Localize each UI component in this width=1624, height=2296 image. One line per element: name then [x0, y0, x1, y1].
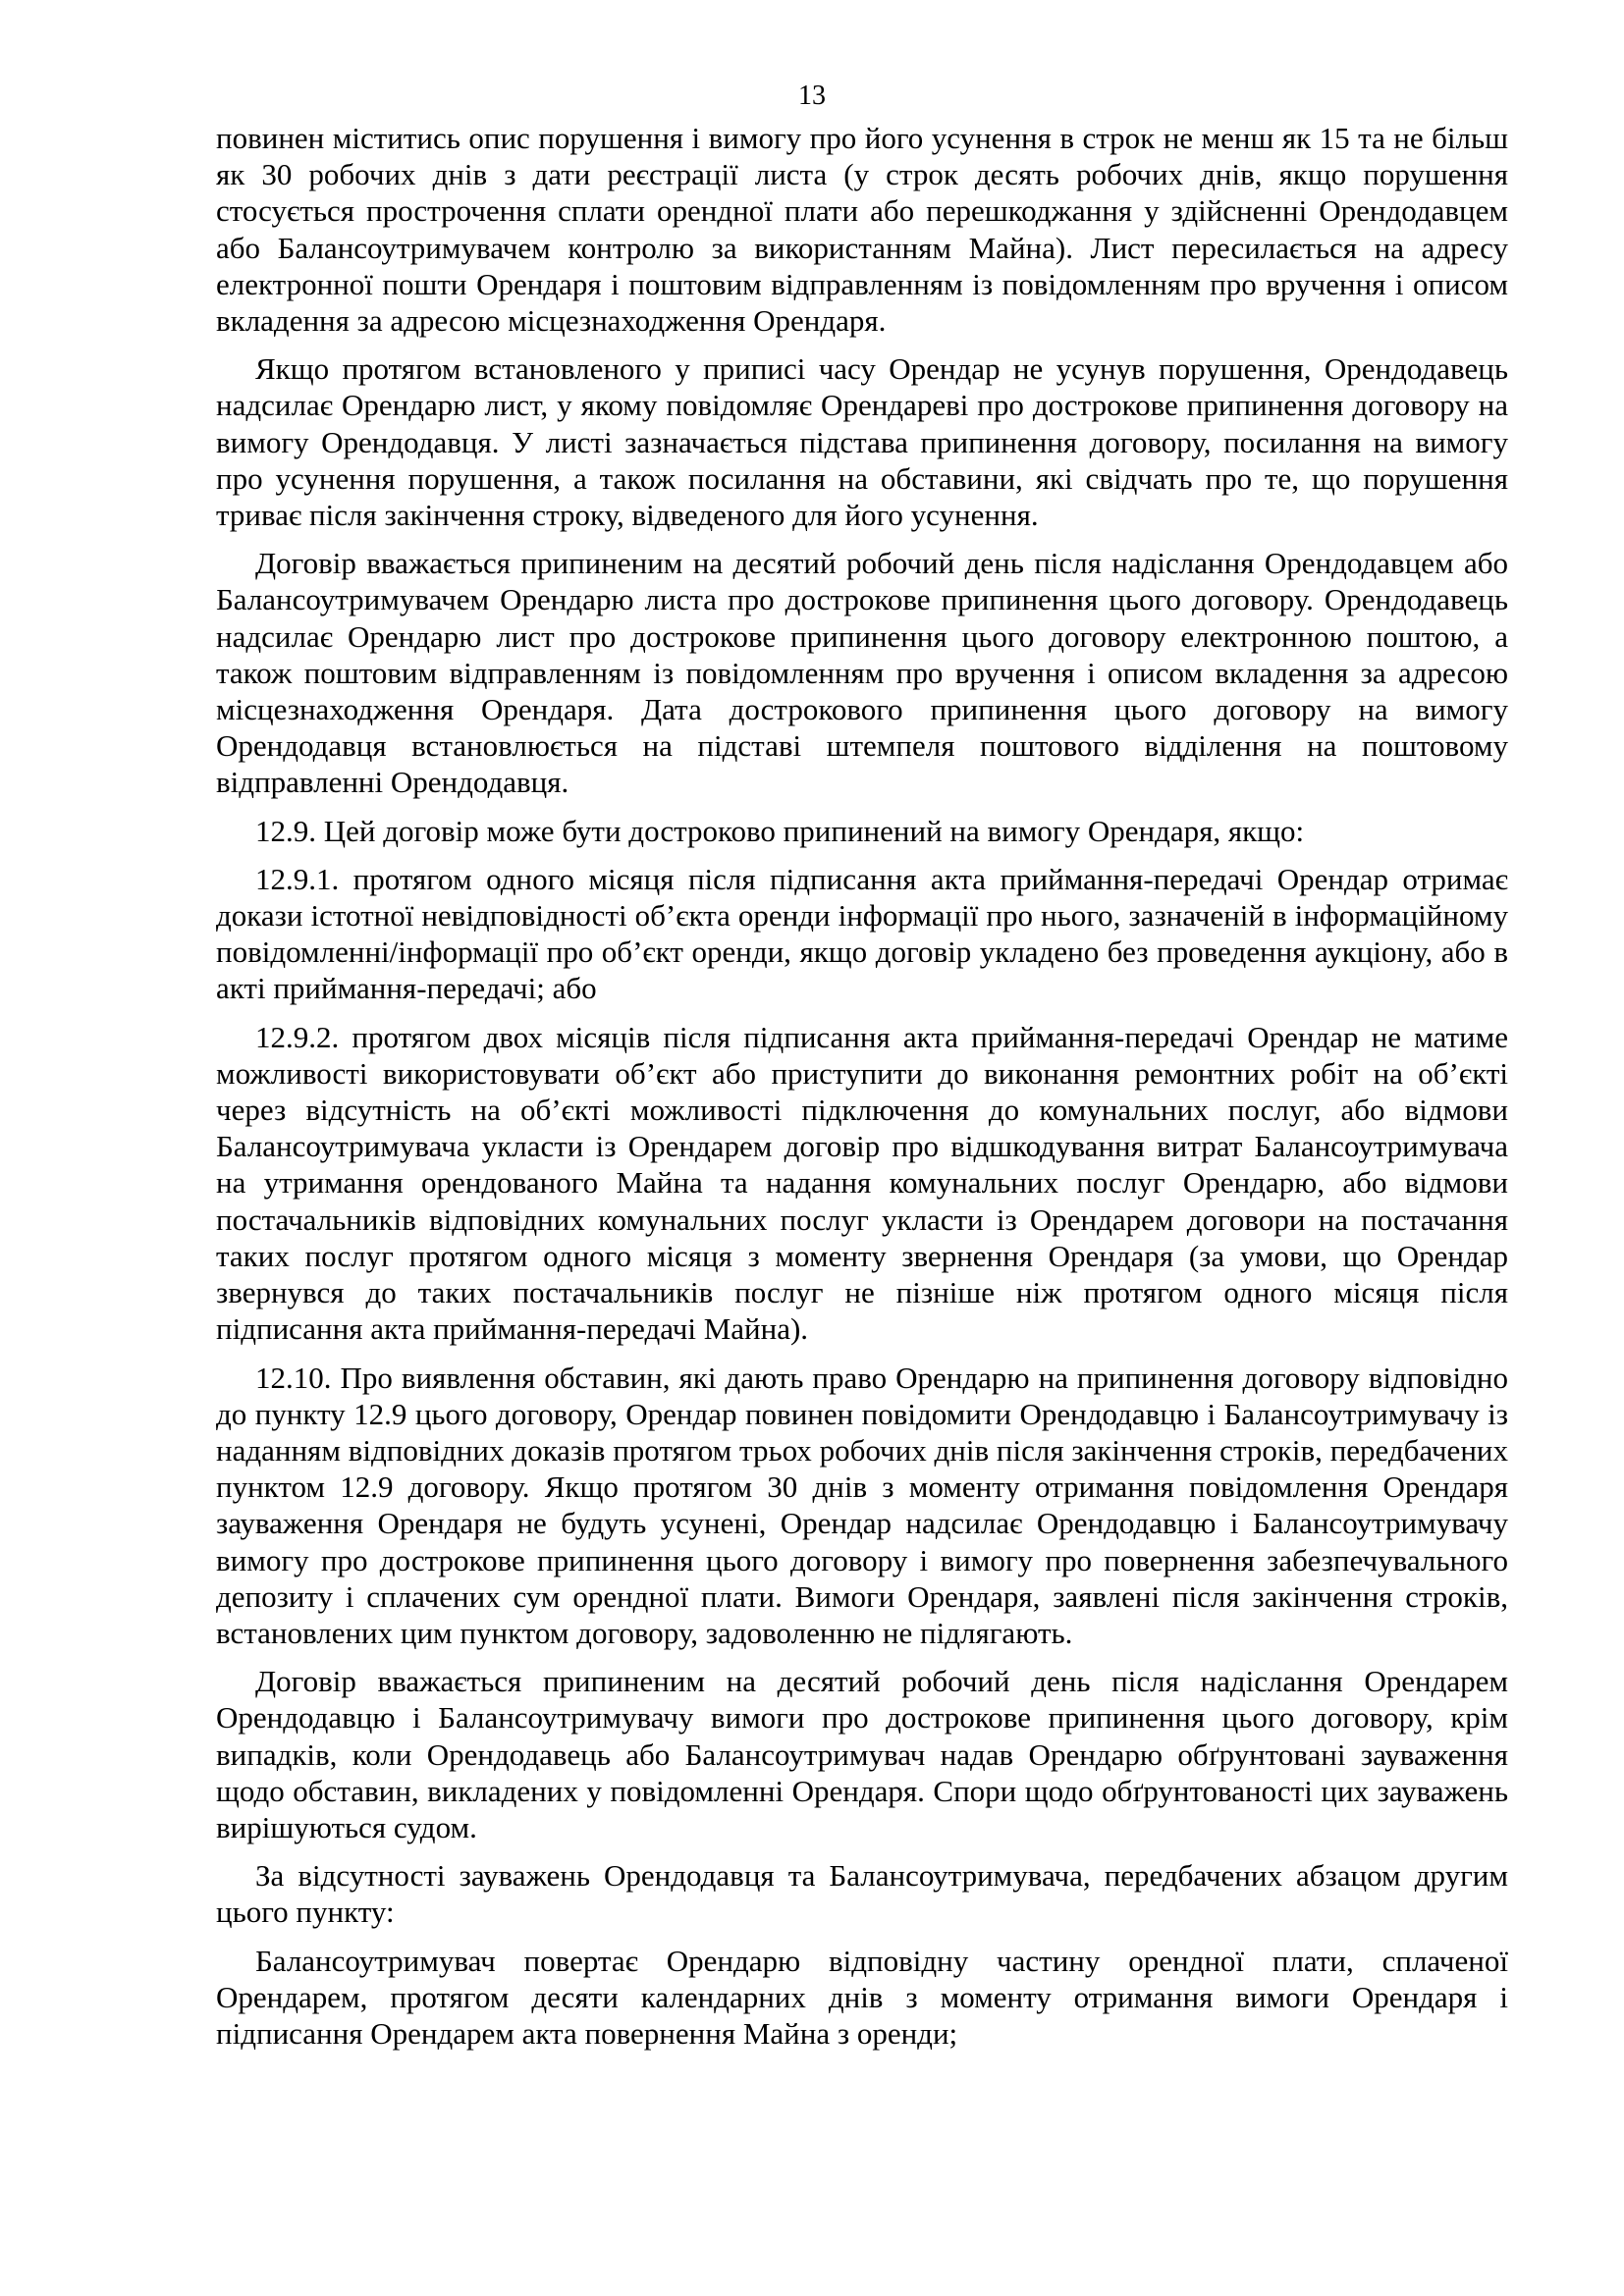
- paragraph-8: Договір вважається припиненим на десятий робочий день після надіслання Орендарем Орендодавцю і Балансоутримувачу вимоги про дострокове припинення цього договору, крім випадків, коли Орендодавець або Балансоутримувач надав Орендарю обґрунтовані зауваження щодо обставин, викладених у повідомленні Орендаря. Спори щодо обґрунтованості цих зауважень вирішуються судом.: [216, 1664, 1508, 1844]
- paragraph-9: За відсутності зауважень Орендодавця та Балансоутримувача, передбачених абзацом другим цього пункту:: [216, 1858, 1508, 1930]
- paragraph-2: Якщо протягом встановленого у приписі часу Орендар не усунув порушення, Орендодавець надсилає Орендарю лист, у якому повідомляє Орендареві про дострокове припинення договору на вимогу Орендодавця. У листі зазначається підстава припинення договору, посилання на вимогу про усунення порушення, а також посилання на обставини, які свідчать про те, що порушення триває після закінчення строку, відведеного для його усунення.: [216, 351, 1508, 533]
- paragraph-6: 12.9.2. протягом двох місяців після підписання акта приймання-передачі Орендар не матиме можливості використовувати об’єкт або приступити до виконання ремонтних робіт на об’єкті через відсутність на об’єкті можливості підключення до комунальних послуг, або відмови Балансоутримувача укласти із Орендарем договір про відшкодування витрат Балансоутримувача на утримання орендованого Майна та надання комунальних послуг Орендарю, або відмови постачальників відповідних комунальних послуг укласти із Орендарем договори на постачання таких послуг протягом одного місяця з моменту звернення Орендаря (за умови, що Орендар звернувся до таких постачальників послуг не пізніше ніж протягом одного місяця після підписання акта приймання-передачі Майна).: [216, 1019, 1508, 1347]
- paragraph-3: Договір вважається припиненим на десятий робочий день після надіслання Орендодавцем або Балансоутримувачем Орендарю листа про дострокове припинення цього договору. Орендодавець надсилає Орендарю лист про дострокове припинення цього договору електронною поштою, а також поштовим відправленням із повідомленням про вручення і описом вкладення за адресою місцезнаходження Орендаря. Дата дострокового припинення цього договору на вимогу Орендодавця встановлюється на підставі штемпеля поштового відділення на поштовому відправленні Орендодавця.: [216, 546, 1508, 800]
- paragraph-7: 12.10. Про виявлення обставин, які дають право Орендарю на припинення договору відповідно до пункту 12.9 цього договору, Орендар повинен повідомити Орендодавцю і Балансоутримувачу із наданням відповідних доказів протягом трьох робочих днів після закінчення строків, передбачених пунктом 12.9 договору. Якщо протягом 30 днів з моменту отримання повідомлення Орендаря зауваження Орендаря не будуть усунені, Орендар надсилає Орендодавцю і Балансоутримувачу вимогу про дострокове припинення цього договору і вимогу про повернення забезпечувального депозиту і сплачених сум орендної плати. Вимоги Орендаря, заявлені після закінчення строків, встановлених цим пунктом договору, задоволенню не підлягають.: [216, 1360, 1508, 1650]
- page-number: 13: [798, 80, 826, 111]
- paragraph-4: 12.9. Цей договір може бути достроково припинений на вимогу Орендаря, якщо:: [255, 813, 1305, 848]
- paragraph-1: повинен міститись опис порушення і вимогу про його усунення в строк не менш як 15 та не більш як 30 робочих днів з дати реєстрації листа (у строк десять робочих днів, якщо порушення стосується прострочення сплати орендної плати або перешкоджання у здійсненні Орендодавцем або Балансоутримувачем контролю за використанням Майна). Лист пересилається на адресу електронної пошти Орендаря і поштовим відправленням із повідомленням про вручення і описом вкладення за адресою місцезнаходження Орендаря.: [216, 121, 1508, 339]
- paragraph-10: Балансоутримувач повертає Орендарю відповідну частину орендної плати, сплаченої Орендарем, протягом десяти календарних днів з моменту отримання вимоги Орендаря і підписання Орендарем акта повернення Майна з оренди;: [216, 1943, 1508, 2051]
- paragraph-5: 12.9.1. протягом одного місяця після підписання акта приймання-передачі Орендар отримає докази істотної невідповідності об’єкта оренди інформації про нього, зазначеній в інформаційному повідомленні/інформації про об’єкт оренди, якщо договір укладено без проведення аукціону, або в акті приймання-передачі; або: [216, 861, 1508, 1006]
- document-body: [216, 120, 1508, 2063]
